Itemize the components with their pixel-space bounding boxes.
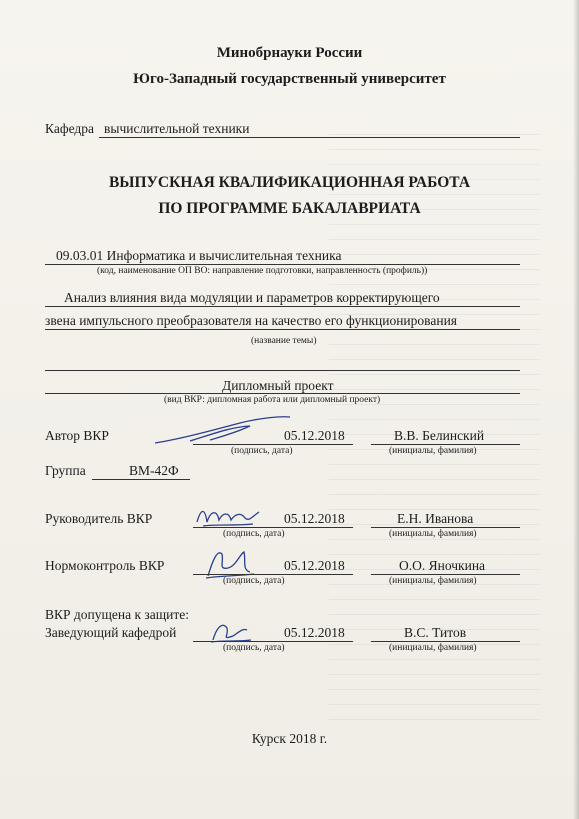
topic-caption: (название темы) — [251, 336, 317, 346]
head-name-caption: (инициалы, фамилия) — [389, 643, 477, 653]
author-date: 05.12.2018 — [284, 428, 345, 443]
topic-line1: Анализ влияния вида модуляции и параметров корректирующего — [64, 290, 440, 305]
direction-caption: (код, наименование ОП ВО: направление подготовки, направленность (профиль)) — [97, 266, 428, 276]
topic-underline-3 — [45, 370, 520, 371]
head-date: 05.12.2018 — [284, 625, 345, 640]
supervisor-signature — [193, 502, 263, 530]
normcontrol-label: Нормоконтроль ВКР — [45, 558, 165, 573]
normcontrol-name-underline — [371, 574, 520, 575]
group-label: Группа — [45, 463, 86, 478]
author-sig-underline — [193, 444, 353, 445]
group-value: ВМ-42Ф — [129, 463, 179, 478]
head-sig-underline — [193, 641, 353, 642]
department-underline — [99, 137, 520, 138]
work-title-line2: ПО ПРОГРАММЕ БАКАЛАВРИАТА — [158, 200, 421, 217]
work-title-line1: ВЫПУСКНАЯ КВАЛИФИКАЦИОННАЯ РАБОТА — [108, 174, 471, 191]
normcontrol-date: 05.12.2018 — [284, 558, 345, 573]
supervisor-sig-caption: (подпись, дата) — [223, 529, 285, 539]
group-underline — [92, 479, 190, 480]
department-value: вычислительной техники — [104, 121, 250, 136]
supervisor-date: 05.12.2018 — [284, 511, 345, 526]
topic-line2: звена импульсного преобразователя на качество его функционирования — [45, 313, 458, 328]
direction-value: 09.03.01 Информатика и вычислительная техника — [56, 248, 342, 263]
head-sig-caption: (подпись, дата) — [223, 643, 285, 653]
ministry-title: Минобрнауки России — [216, 45, 363, 61]
normcontrol-sig-caption: (подпись, дата) — [223, 576, 285, 586]
supervisor-sig-underline — [193, 527, 353, 528]
admission-label: ВКР допущена к защите: — [45, 607, 189, 622]
head-label: Заведующий кафедрой — [45, 625, 177, 640]
author-name-underline — [371, 444, 520, 445]
normcontrol-sig-underline — [193, 574, 353, 575]
head-name-underline — [371, 641, 520, 642]
page-edge-shadow — [573, 0, 579, 819]
direction-underline — [45, 264, 520, 265]
normcontrol-name: О.О. Яночкина — [399, 558, 486, 573]
work-type-underline — [45, 393, 520, 394]
normcontrol-name-caption: (инициалы, фамилия) — [389, 576, 477, 586]
supervisor-name-caption: (инициалы, фамилия) — [389, 529, 477, 539]
author-label: Автор ВКР — [45, 428, 109, 443]
supervisor-label: Руководитель ВКР — [45, 511, 153, 526]
head-name: В.С. Титов — [404, 625, 467, 640]
author-name: В.В. Белинский — [394, 428, 485, 443]
department-label: Кафедра — [45, 121, 94, 136]
author-name-caption: (инициалы, фамилия) — [389, 446, 477, 456]
city-year: Курск 2018 г. — [251, 731, 328, 746]
topic-underline-1 — [45, 306, 520, 307]
author-sig-caption: (подпись, дата) — [231, 446, 293, 456]
work-type-value: Дипломный проект — [222, 378, 334, 393]
supervisor-name-underline — [371, 527, 520, 528]
topic-underline-2 — [45, 329, 520, 330]
work-type-caption: (вид ВКР: дипломная работа или дипломный проект) — [164, 395, 381, 405]
university-title: Юго-Западный государственный университет — [133, 71, 446, 87]
supervisor-name: Е.Н. Иванова — [397, 511, 474, 526]
